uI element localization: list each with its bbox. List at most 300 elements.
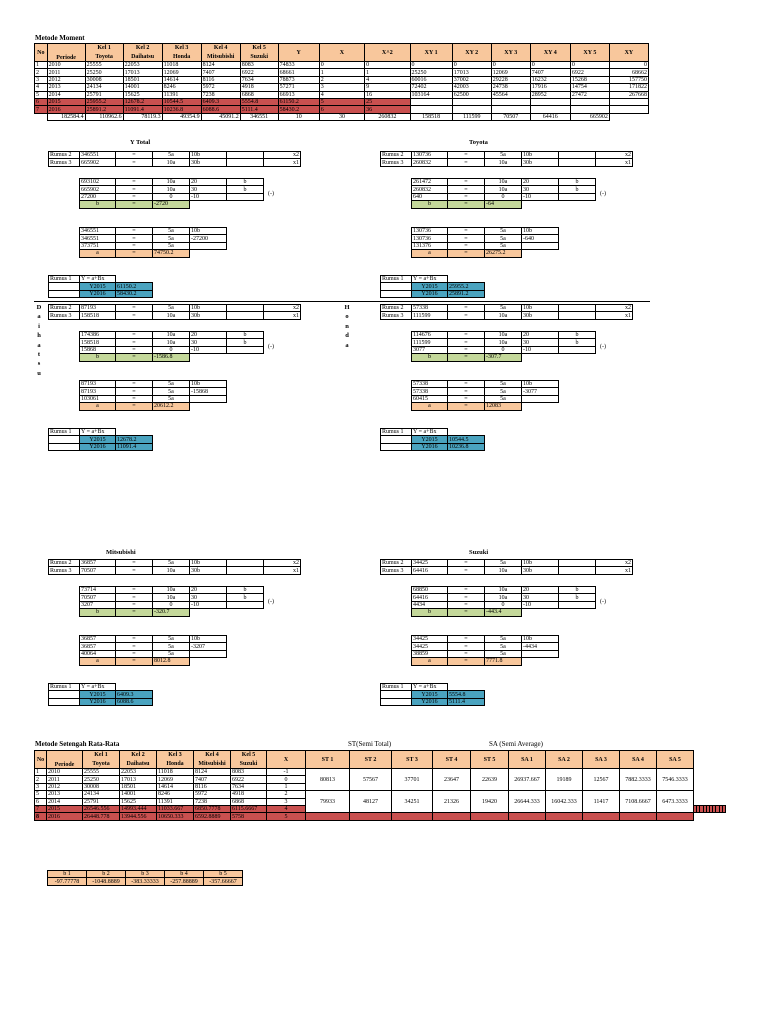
table-cell: 3207	[80, 601, 116, 608]
side-label-letter: h	[37, 332, 41, 340]
b-header: b 5	[204, 871, 243, 878]
table-cell: 10b	[522, 305, 559, 312]
col-suzuki: Suzuki	[240, 53, 278, 62]
semi-total-cell: 34251	[392, 791, 433, 813]
table-cell: 14614	[157, 783, 194, 790]
table-cell: =	[448, 636, 485, 643]
table-cell: 7	[35, 106, 48, 113]
table-cell: 57338	[412, 388, 448, 395]
table-cell: x2	[596, 305, 633, 312]
table-cell: 665902	[80, 186, 116, 193]
b-result-row	[80, 609, 264, 616]
substitution-table	[79, 227, 227, 258]
empty-cell	[49, 698, 80, 705]
table-cell: Y2015	[412, 691, 448, 698]
table-cell: 5a	[153, 650, 190, 657]
table-cell: 4918	[231, 791, 267, 798]
table-cell: 25555	[83, 769, 120, 776]
table-cell	[452, 106, 491, 113]
table-cell: 6	[319, 106, 364, 113]
a-result-row	[80, 250, 227, 257]
rumus-row	[381, 152, 633, 159]
minus-marker: (-)	[268, 599, 274, 605]
table-cell: 10a	[153, 587, 190, 594]
table-cell: =	[448, 601, 485, 608]
substitution-row	[80, 395, 227, 402]
table-cell: 36857	[80, 643, 116, 650]
table-cell: 5a	[485, 381, 522, 388]
table-cell	[559, 346, 596, 353]
empty-cell	[583, 813, 620, 820]
table-cell: 8246	[162, 84, 201, 91]
b-value: -97.77778	[48, 878, 87, 885]
table-cell: 25791	[85, 91, 123, 98]
daihatsu-vertical-label	[35, 303, 43, 378]
elimination-table	[79, 586, 264, 617]
table-cell: 11091.4	[123, 106, 162, 113]
empty-cell	[49, 436, 80, 443]
side-label-letter: i	[38, 322, 40, 330]
table-cell: 10a	[485, 587, 522, 594]
side-label-letter: d	[345, 332, 349, 340]
table-cell: =	[116, 381, 153, 388]
table-cell: 11033.667	[157, 805, 194, 812]
table-cell: 10b	[522, 228, 559, 235]
table-cell: 36	[365, 106, 410, 113]
total-cell: 110962.6	[85, 113, 123, 120]
table-cell: 2010	[47, 769, 83, 776]
table-cell: 5	[267, 813, 306, 820]
side-label-letter: o	[345, 313, 349, 321]
table-cell: 78873	[278, 76, 319, 83]
table-cell: a	[412, 658, 448, 665]
table-cell: b	[227, 587, 264, 594]
table-cell: 6115.6667	[231, 805, 267, 812]
minus-marker: (-)	[600, 344, 606, 350]
table-cell: 6922	[231, 776, 267, 783]
table-cell: =	[448, 250, 485, 257]
table-cell: =	[448, 643, 485, 650]
table-cell: 30b	[522, 159, 559, 166]
table-cell: 6868	[240, 91, 278, 98]
table-cell: Y2016	[80, 443, 116, 450]
table-cell: 1	[365, 69, 410, 76]
table-cell: 5a	[153, 395, 190, 402]
empty-cell	[620, 813, 657, 820]
table-cell: x1	[596, 567, 633, 574]
table-cell: 10b	[522, 560, 559, 567]
empty-cell	[49, 283, 80, 290]
table-cell: 12678.2	[123, 98, 162, 105]
table-cell: 27200	[80, 193, 116, 200]
table-cell: =	[116, 587, 153, 594]
table-cell: 5a	[485, 388, 522, 395]
table-cell: 60415	[412, 395, 448, 402]
table-cell: 70507	[80, 567, 116, 574]
toyota-label: Toyota	[469, 139, 488, 146]
table-cell: 14993.444	[120, 805, 157, 812]
empty-cell	[392, 813, 433, 820]
substitution-row	[412, 636, 559, 643]
table-cell: 10a	[153, 312, 190, 319]
table-cell: 2016	[47, 813, 83, 820]
table-cell: =	[116, 388, 153, 395]
b-result-row	[80, 354, 264, 361]
col-st2: ST 2	[350, 751, 392, 769]
table-cell: 6088.6	[201, 106, 240, 113]
total-cell: 260832	[365, 113, 410, 120]
suzuki-label: Suzuki	[469, 549, 489, 556]
table-cell: 10b	[522, 381, 559, 388]
table-cell: =	[448, 332, 485, 339]
rumus-row	[381, 305, 633, 312]
table-cell: 6922	[570, 69, 609, 76]
table-cell: 5a	[153, 235, 190, 242]
table-cell	[570, 98, 609, 105]
b-result-row	[412, 354, 596, 361]
elimination-row	[412, 332, 596, 339]
table-cell: =	[116, 403, 153, 410]
table-cell: 26546.556	[83, 805, 120, 812]
col-mitsubishi: Mitsubishi	[201, 53, 240, 62]
side-label-letter: t	[37, 351, 41, 359]
minus-marker: (-)	[268, 191, 274, 197]
table-cell	[570, 106, 609, 113]
table-cell: 20612.2	[153, 403, 190, 410]
elimination-row	[80, 594, 264, 601]
semi-total-cell: 80813	[306, 769, 350, 791]
table-cell: 2014	[47, 798, 83, 805]
table-cell: 11391	[162, 91, 201, 98]
rumus-row	[49, 305, 301, 312]
semi-total-cell: 22639	[471, 769, 509, 791]
table-cell: x2	[596, 560, 633, 567]
col-kel2: Kel 2	[120, 751, 157, 760]
side-label-letter: H	[344, 304, 350, 311]
table-cell: 10b	[190, 636, 227, 643]
table-cell: 2014	[47, 91, 85, 98]
table-cell: 103061	[80, 395, 116, 402]
b-result-row	[412, 609, 596, 616]
table-cell: =	[448, 228, 485, 235]
table-cell: Rumus 1	[49, 276, 80, 283]
table-cell: 6	[35, 798, 47, 805]
table-cell: 5a	[153, 305, 190, 312]
table-row	[35, 76, 649, 83]
table-cell: 7407	[530, 69, 570, 76]
table-row	[35, 62, 649, 69]
col-toyota: Toyota	[83, 760, 120, 769]
table-cell: 5554.8	[240, 98, 278, 105]
table-row	[35, 769, 726, 776]
b-header: b 2	[87, 871, 126, 878]
table-cell: =	[116, 594, 153, 601]
table-cell: 3077	[412, 346, 448, 353]
table-cell: 87193	[80, 305, 116, 312]
table-cell: 5a	[485, 643, 522, 650]
table-cell: x1	[264, 567, 301, 574]
table-cell: 0	[452, 62, 491, 69]
table-cell: 10a	[153, 567, 190, 574]
empty-cell	[227, 159, 264, 166]
rumus-table	[380, 559, 633, 575]
table-cell: 10b	[522, 152, 559, 159]
table-cell: 17013	[120, 776, 157, 783]
table-cell: 157750	[609, 76, 648, 83]
elimination-row	[80, 587, 264, 594]
elimination-row	[412, 587, 596, 594]
table-cell: 10a	[485, 186, 522, 193]
col-mitsubishi: Mitsubishi	[194, 760, 231, 769]
empty-cell	[49, 290, 80, 297]
total-cell: 10	[278, 113, 319, 120]
col-honda: Honda	[162, 53, 201, 62]
table-cell: 131376	[412, 242, 448, 249]
table-cell: 5a	[485, 228, 522, 235]
table-cell: b	[227, 186, 264, 193]
total-cell: 346551	[240, 113, 278, 120]
substitution-table	[79, 635, 227, 666]
table-cell	[522, 395, 559, 402]
table-cell: -10	[522, 346, 559, 353]
table-cell: =	[448, 594, 485, 601]
table-cell: 30b	[522, 567, 559, 574]
forecast-row	[49, 443, 153, 450]
col-sa4: SA 4	[620, 751, 657, 769]
table-cell: 6409.3	[201, 98, 240, 105]
col-kel3: Kel 3	[157, 751, 194, 760]
col-kel2: Kel 2	[123, 44, 162, 53]
semi-average-cell: 26937.667	[509, 769, 546, 791]
table-cell: 2	[319, 76, 364, 83]
forecast-row	[381, 698, 485, 705]
total-cell: 30	[319, 113, 364, 120]
table-cell: 30b	[190, 567, 227, 574]
table-cell: 4918	[240, 84, 278, 91]
table-cell: 30	[522, 339, 559, 346]
table-cell: 57338	[412, 381, 448, 388]
table-cell: =	[116, 152, 153, 159]
col-xy5: XY 5	[570, 44, 609, 62]
table-cell	[559, 601, 596, 608]
total-cell: 158518	[410, 113, 452, 120]
table-cell: 103164	[410, 91, 452, 98]
table-cell: =	[116, 332, 153, 339]
table-cell: 3	[35, 76, 48, 83]
table-cell: =	[448, 152, 485, 159]
table-cell: 5a	[485, 235, 522, 242]
empty-cell	[559, 305, 596, 312]
empty-cell	[350, 813, 392, 820]
table-cell: 5111.4	[240, 106, 278, 113]
table-cell	[559, 193, 596, 200]
table-cell: 1	[319, 69, 364, 76]
table-cell: 11391	[157, 798, 194, 805]
table-cell: 25	[365, 98, 410, 105]
table-cell: 20	[522, 587, 559, 594]
table-cell: Rumus 2	[49, 305, 80, 312]
table-cell: 12069	[491, 69, 530, 76]
substitution-table	[411, 635, 559, 666]
elimination-row	[412, 193, 596, 200]
table-cell: 0	[153, 193, 190, 200]
table-cell: a	[80, 403, 116, 410]
col-x2: X^2	[365, 44, 410, 62]
table-cell: 111599	[412, 339, 448, 346]
table-cell: 5972	[201, 84, 240, 91]
table-cell: 68662	[609, 69, 648, 76]
semi-average-cell: 11417	[583, 791, 620, 813]
table-cell: 7407	[194, 776, 231, 783]
col-periode: Periode	[47, 751, 83, 769]
substitution-row	[412, 643, 559, 650]
table-cell: 61150.2	[116, 283, 153, 290]
table-cell: 158518	[80, 312, 116, 319]
empty-cell	[381, 436, 412, 443]
total-cell: 111599	[452, 113, 491, 120]
table-cell: 38859	[412, 650, 448, 657]
table-cell: 10a	[485, 594, 522, 601]
table-cell: -307.7	[485, 354, 522, 361]
table-cell: =	[448, 354, 485, 361]
empty-cell	[116, 429, 153, 436]
semi-total-cell: 37701	[392, 769, 433, 791]
elimination-table	[411, 331, 596, 362]
table-cell: 1	[35, 769, 47, 776]
moment-title: Metode Moment	[35, 34, 85, 42]
table-cell: =	[448, 339, 485, 346]
empty-cell	[471, 813, 509, 820]
table-cell: 693102	[80, 179, 116, 186]
table-cell: 114676	[412, 332, 448, 339]
col-no: No	[35, 44, 48, 62]
col-xy2: XY 2	[452, 44, 491, 62]
rumus-table	[380, 151, 633, 167]
substitution-row	[80, 636, 227, 643]
table-cell: 27472	[570, 91, 609, 98]
table-cell: 10a	[485, 339, 522, 346]
table-cell: 64416	[412, 594, 448, 601]
col-daihatsu: Daihatsu	[120, 760, 157, 769]
table-cell: =	[116, 193, 153, 200]
table-cell: 25250	[85, 69, 123, 76]
table-cell: =	[116, 346, 153, 353]
empty-cell	[559, 560, 596, 567]
table-cell: Rumus 1	[381, 429, 412, 436]
minus-marker: (-)	[600, 191, 606, 197]
table-cell: Rumus 3	[49, 159, 80, 166]
table-cell	[491, 98, 530, 105]
table-cell: Rumus 3	[49, 312, 80, 319]
rumus1-table	[48, 275, 153, 298]
table-cell: 74750.2	[153, 250, 190, 257]
semi-total-cell: 23647	[433, 769, 471, 791]
table-cell: 15868	[80, 346, 116, 353]
a-result-row	[80, 658, 227, 665]
table-cell	[530, 106, 570, 113]
table-cell: 2015	[47, 805, 83, 812]
table-cell: x2	[264, 152, 301, 159]
table-cell: 10236.8	[448, 443, 485, 450]
table-cell: 2012	[47, 76, 85, 83]
table-cell: 5a	[153, 242, 190, 249]
table-cell	[522, 242, 559, 249]
b-value: -1048.8889	[87, 878, 126, 885]
table-cell: 30	[190, 186, 227, 193]
empty-cell	[559, 152, 596, 159]
table-cell: 34425	[412, 636, 448, 643]
table-cell: 37002	[452, 76, 491, 83]
table-cell: 2	[267, 791, 306, 798]
table-cell: -10	[522, 193, 559, 200]
elimination-row	[80, 601, 264, 608]
table-cell: -443.4	[485, 609, 522, 616]
table-cell: 18501	[120, 783, 157, 790]
table-cell: 8012.8	[153, 658, 190, 665]
table-cell: 15268	[570, 76, 609, 83]
table-cell: 2013	[47, 84, 85, 91]
b-value: -357.66667	[204, 878, 243, 885]
table-cell: 22053	[120, 769, 157, 776]
table-cell: 5a	[153, 636, 190, 643]
table-cell: 0	[485, 346, 522, 353]
table-cell: 10544.5	[448, 436, 485, 443]
table-row	[35, 69, 649, 76]
table-cell: b	[412, 201, 448, 208]
table-cell: 30008	[83, 783, 120, 790]
table-cell: 25891.2	[85, 106, 123, 113]
table-cell: Y2016	[412, 698, 448, 705]
table-cell: 10b	[190, 228, 227, 235]
table-cell: 10a	[153, 159, 190, 166]
table-cell: 10b	[190, 152, 227, 159]
table-cell: 5111.4	[448, 698, 485, 705]
table-cell: a	[412, 403, 448, 410]
col-x: X	[267, 751, 306, 769]
table-cell: 346551	[80, 228, 116, 235]
table-cell: b	[80, 609, 116, 616]
empty-cell	[722, 805, 725, 812]
table-cell: 346551	[80, 235, 116, 242]
semi-average-cell: 7882.3333	[620, 769, 657, 791]
minus-marker: (-)	[268, 344, 274, 350]
table-cell: 174386	[80, 332, 116, 339]
b-result-row	[80, 201, 264, 208]
table-cell: 30b	[522, 312, 559, 319]
table-cell: Y2015	[412, 436, 448, 443]
col-xy1: XY 1	[410, 44, 452, 62]
table-cell: a	[80, 658, 116, 665]
table-cell: 0	[530, 62, 570, 69]
b-result-row	[412, 201, 596, 208]
table-cell: 7407	[201, 69, 240, 76]
col-xy: XY	[609, 44, 648, 62]
semi-total-cell: 21326	[433, 791, 471, 813]
table-cell: b	[227, 332, 264, 339]
table-cell: Y2015	[412, 283, 448, 290]
table-cell: =	[448, 650, 485, 657]
table-cell: 346551	[80, 152, 116, 159]
table-cell: 171822	[609, 84, 648, 91]
table-cell: 68661	[278, 69, 319, 76]
table-cell: 10a	[485, 312, 522, 319]
table-cell: 7238	[194, 798, 231, 805]
table-cell: =	[116, 201, 153, 208]
substitution-row	[412, 235, 559, 242]
table-cell: 0	[491, 62, 530, 69]
table-cell: 5a	[153, 643, 190, 650]
table-cell: 61150.2	[278, 98, 319, 105]
